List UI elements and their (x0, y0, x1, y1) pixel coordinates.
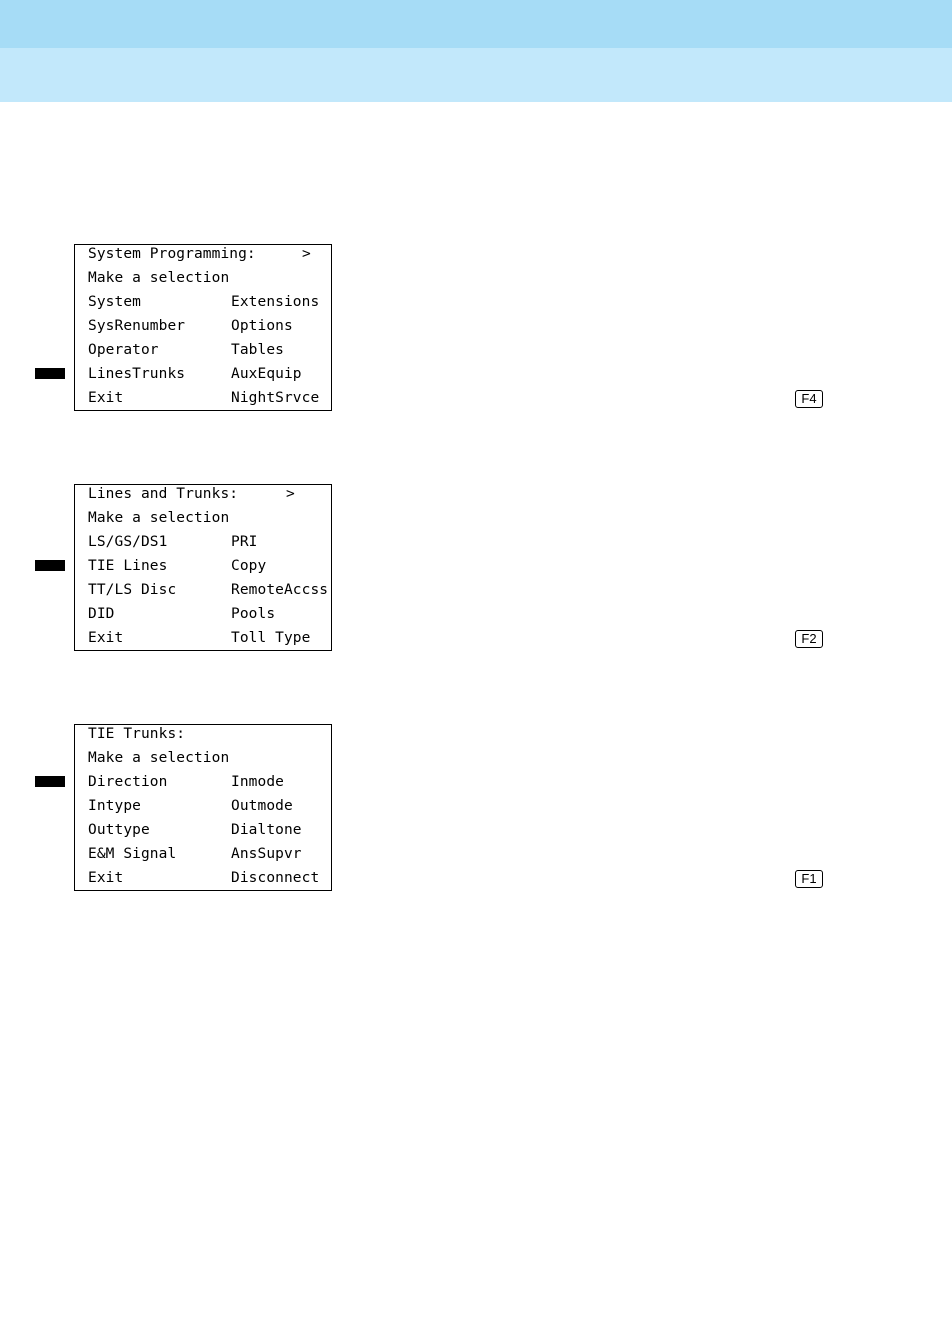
more-arrow: > (302, 246, 311, 262)
menu-option-auxequip[interactable]: AuxEquip (231, 366, 302, 382)
display-screen-lines-and-trunks (74, 484, 332, 651)
menu-option-sysrenumber[interactable]: SysRenumber (88, 318, 186, 334)
menu-row (88, 341, 284, 365)
menu-option-em-signal[interactable]: E&M Signal (88, 846, 177, 862)
screen-title: Lines and Trunks: > (88, 486, 295, 502)
screen-subtitle: Make a selection (88, 270, 230, 286)
more-arrow: > (286, 486, 295, 502)
menu-option-inmode[interactable]: Inmode (231, 774, 284, 790)
menu-row (88, 317, 293, 341)
menu-option-did[interactable]: DID (88, 606, 115, 622)
function-key-f4[interactable]: F4 (795, 390, 823, 408)
selection-marker-icon (35, 560, 65, 571)
menu-option-disconnect[interactable]: Disconnect (231, 870, 320, 886)
display-screen-tie-trunks (74, 724, 332, 891)
menu-row (88, 293, 320, 317)
menu-option-tables[interactable]: Tables (231, 342, 284, 358)
menu-row (88, 389, 320, 413)
menu-option-options[interactable]: Options (231, 318, 293, 334)
menu-option-tie-lines[interactable]: TIE Lines (88, 558, 168, 574)
menu-row (88, 821, 302, 845)
menu-row (88, 629, 311, 653)
menu-option-extensions[interactable]: Extensions (231, 294, 320, 310)
menu-option-dialtone[interactable]: Dialtone (231, 822, 302, 838)
selection-marker-icon (35, 368, 65, 379)
menu-option-remoteaccss[interactable]: RemoteAccss (231, 582, 329, 598)
menu-row (88, 605, 276, 629)
menu-option-exit[interactable]: Exit (88, 630, 124, 646)
menu-option-operator[interactable]: Operator (88, 342, 159, 358)
menu-option-toll-type[interactable]: Toll Type (231, 630, 311, 646)
menu-row (88, 533, 258, 557)
menu-option-ls-gs-ds1[interactable]: LS/GS/DS1 (88, 534, 168, 550)
menu-option-anssupvr[interactable]: AnsSupvr (231, 846, 302, 862)
screen-subtitle: Make a selection (88, 750, 230, 766)
menu-option-system[interactable]: System (88, 294, 141, 310)
function-key-f1[interactable]: F1 (795, 870, 823, 888)
menu-row (88, 869, 320, 893)
menu-option-outtype[interactable]: Outtype (88, 822, 150, 838)
screen-title: System Programming: > (88, 246, 311, 262)
menu-row (88, 581, 329, 605)
menu-row (88, 773, 284, 797)
menu-option-nightsrvce[interactable]: NightSrvce (231, 390, 320, 406)
screen-subtitle: Make a selection (88, 510, 230, 526)
menu-option-pri[interactable]: PRI (231, 534, 258, 550)
menu-option-direction[interactable]: Direction (88, 774, 168, 790)
screen-title: TIE Trunks: (88, 726, 186, 742)
selection-marker-icon (35, 776, 65, 787)
function-key-f2[interactable]: F2 (795, 630, 823, 648)
menu-option-pools[interactable]: Pools (231, 606, 276, 622)
header-band-top (0, 0, 952, 48)
menu-row (88, 557, 267, 581)
menu-option-linestrunks[interactable]: LinesTrunks (88, 366, 186, 382)
menu-option-exit[interactable]: Exit (88, 390, 124, 406)
display-screen-system-programming (74, 244, 332, 411)
header-band-bottom (0, 48, 952, 102)
menu-option-copy[interactable]: Copy (231, 558, 267, 574)
menu-option-exit[interactable]: Exit (88, 870, 124, 886)
menu-option-outmode[interactable]: Outmode (231, 798, 293, 814)
menu-row (88, 365, 302, 389)
menu-option-tt-ls-disc[interactable]: TT/LS Disc (88, 582, 177, 598)
menu-option-intype[interactable]: Intype (88, 798, 141, 814)
menu-row (88, 797, 293, 821)
menu-row (88, 845, 302, 869)
